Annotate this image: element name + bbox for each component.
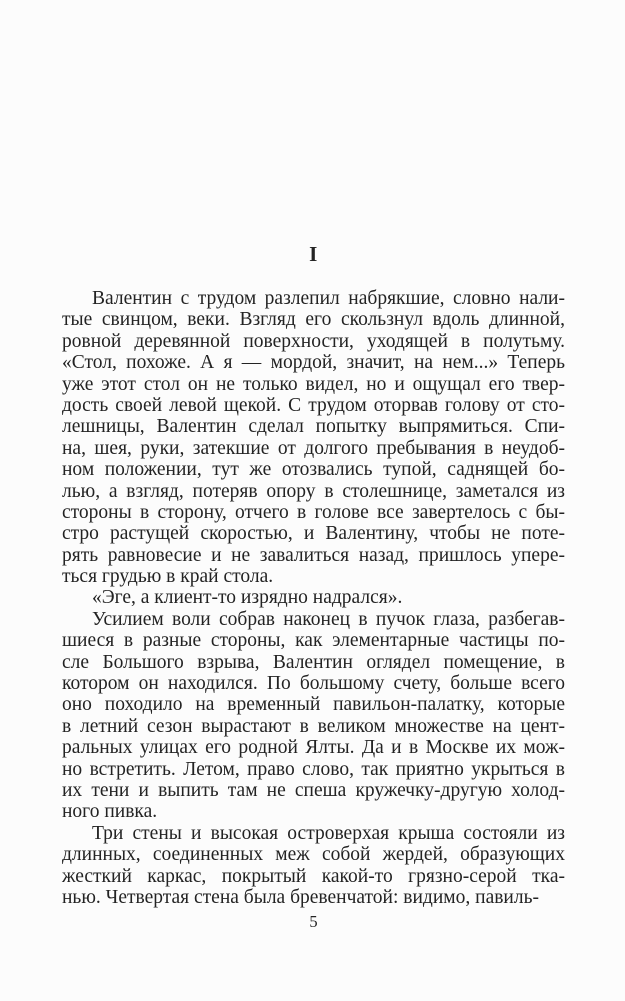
text-line: ровной деревянной поверхности, уходящей в полутьму. [62,330,565,352]
text-line: их тени и выпить там не спеша кружечку-другую холод- [62,779,565,801]
text-line: ральных улицах его родной Ялты. Да и в Москве их мож- [62,737,565,759]
text-line: Валентин с трудом разлепил набрякшие, словно нали- [92,288,565,309]
text-line: котором он находился. По большому счету, больше всего [62,673,565,695]
text-line: лью, а взгляд, потеряв опору в столешнице, заметался из [62,480,565,502]
text-line: дость своей левой щекой. С трудом оторвав голову от сто- [62,394,565,416]
text-line: оно походило на временный павильон-палатку, которые [62,694,565,716]
text-line: рять равновесие и не завалиться назад, пришлось упере- [62,544,565,566]
text-line: стро растущей скоростью, и Валентину, чтобы не поте- [62,523,565,545]
text-line: нью. Четвертая стена была бревенчатой: видимо, павиль- [62,886,539,908]
page-number: 5 [309,912,318,931]
text-line: Три стены и высокая островерхая крыша состояли из [92,822,565,844]
chapter-heading: I [309,242,318,266]
text-block [62,288,565,908]
text-line: уже этот стол он не только видел, но и ощущал его твер- [62,373,565,395]
text-line: лешницы, Валентин сделал попытку выпрямиться. Спи- [62,416,565,438]
text-line: тые свинцом, веки. Взгляд его скользнул вдоль длинной, [62,309,565,331]
text-line: Усилием воли собрав наконец в пучок глаза, разбегав- [92,608,565,630]
text-line: в летний сезон вырастают в великом множестве на цент- [62,715,565,737]
text-line: «Стол, похоже. А я — мордой, значит, на нем...» Теперь [62,352,565,374]
text-line: сле Большого взрыва, Валентин оглядел помещение, в [62,651,565,673]
text-line: ного пивка. [62,801,158,823]
text-line: стороны в сторону, отчего в голове все завертелось с бы- [62,501,565,523]
text-line: ться грудью в край стола. [62,566,274,588]
text-line: жесткий каркас, покрытый какой-то грязно-серой тка- [62,865,565,887]
text-line: но встретить. Летом, право слово, так приятно укрыться в [62,758,565,780]
text-line: шиеся в разные стороны, как элементарные частицы по- [62,630,565,652]
text-line: на, шея, руки, затекшие от долгого пребывания в неудоб- [62,437,565,459]
text-line: длинных, соединенных меж собой жердей, образующих [62,844,565,866]
text-line: ном положении, тут же отозвались тупой, саднящей бо- [62,459,565,481]
text-line: «Эге, а клиент-то изрядно надрался». [92,587,403,609]
